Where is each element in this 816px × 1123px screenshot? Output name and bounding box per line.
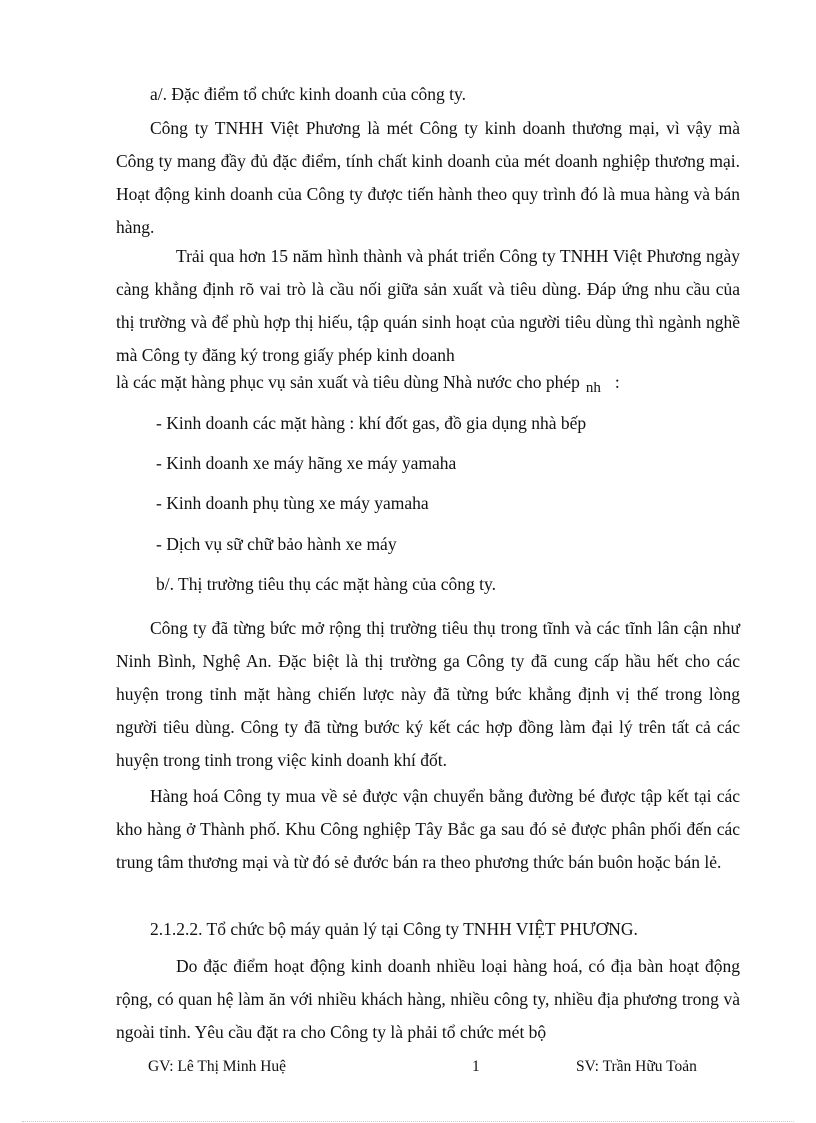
list-item: - Kinh doanh các mặt hàng : khí đốt gas, đồ gia dụng nhà bếp bbox=[156, 413, 587, 433]
paragraph-market: Công ty đã từng bức mở rộng thị trường tiêu thụ trong tĩnh và các tĩnh lân cận như Ninh Bình, Nghệ An. Đặc biệt là thị trường ga Công ty đã cung cấp hầu hết cho các huyện trong tỉnh mặt hàng chiến lược này đã từng bức khẳng định vị thế trong lòng người tiêu dùng. Công ty đã từng bước ký kết các hợp đồng làm đại lý trên tất cả các huyện trong tinh trong việc kinh doanh khí đốt. bbox=[116, 618, 740, 770]
paragraph-distribution: Hàng hoá Công ty mua về sẻ được vận chuyển bằng đường bé được tập kết tại các kho hàng ở Thành phố. Khu Công nghiệp Tây Bắc ga sau đó sẻ được phân phối đến các trung tâm thương mại và từ đó sẻ đước bán ra theo phương thức bán buôn hoặc bán lẻ. bbox=[116, 786, 740, 872]
list-item: - Kinh doanh phụ tùng xe máy yamaha bbox=[156, 493, 429, 513]
paragraph-management: Do đặc điểm hoạt động kinh doanh nhiều loại hàng hoá, có địa bàn hoạt động rộng, có quan hệ làm ăn với nhiều khách hàng, nhiều công ty, nhiều địa phương trong và ngoài tỉnh. Yêu cầu đặt ra cho Công ty là phải tổ chức mét bộ bbox=[116, 956, 740, 1042]
paragraph-company-history: Trải qua hơn 15 năm hình thành và phát triển Công ty TNHH Việt Phương ngày càng khẳng định rõ vai trò là cầu nối giữa sản xuất và tiêu dùng. Đáp ứng nhu cầu của thị trường và để phù hợp thị hiếu, tập quán sinh hoạt của người tiêu dùng thì ngành nghề mà Công ty đăng ký trong giấy phép kinh doanh bbox=[116, 246, 740, 365]
section-2-heading: 2.1.2.2. Tổ chức bộ máy quản lý tại Công ty TNHH VIỆT PHƯƠNG. bbox=[150, 919, 638, 939]
history-last-line-text: là các mặt hàng phục vụ sản xuất và tiêu dùng Nhà nước cho phép bbox=[116, 372, 580, 392]
paragraph-history-last-line bbox=[116, 372, 620, 396]
footer-student: SV: Trần Hữu Toản bbox=[576, 1058, 697, 1075]
footer-page-number: 1 bbox=[472, 1058, 480, 1075]
inline-subscript: nh bbox=[585, 380, 601, 396]
list-item: - Kinh doanh xe máy hãng xe máy yamaha bbox=[156, 453, 457, 473]
page-bottom-divider bbox=[22, 1121, 794, 1122]
inline-colon: : bbox=[614, 372, 620, 392]
section-b-heading: b/. Thị trường tiêu thụ các mặt hàng của công ty. bbox=[156, 574, 496, 594]
footer-lecturer: GV: Lê Thị Minh Huệ bbox=[148, 1058, 287, 1075]
section-a-heading: a/. Đặc điểm tổ chức kinh doanh của công ty. bbox=[150, 84, 466, 104]
list-item: - Dịch vụ sữ chữ bảo hành xe máy bbox=[156, 534, 397, 554]
paragraph-company-overview: Công ty TNHH Việt Phương là mét Công ty kinh doanh thương mại, vì vậy mà Công ty mang đầy đủ đặc điểm, tính chất kinh doanh của mét doanh nghiệp thương mại. Hoạt động kinh doanh của Công ty được tiến hành theo quy trình đó là mua hàng và bán hàng. bbox=[116, 118, 740, 237]
